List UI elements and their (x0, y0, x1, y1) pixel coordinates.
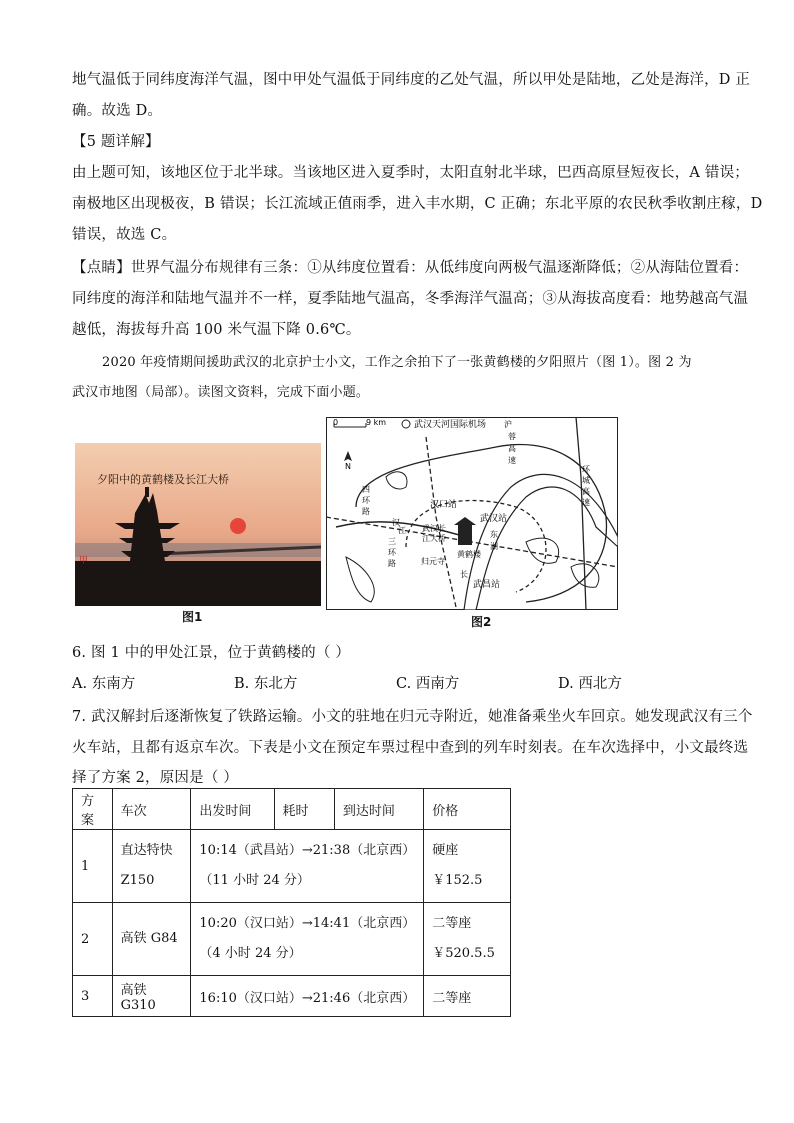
cell-seat: 硬座 (432, 843, 459, 858)
header-price: 价格 (424, 789, 511, 830)
q5-heading: 【5 题详解】 (72, 134, 160, 150)
cell-train: 高铁 G310 (112, 976, 191, 1017)
wuhan-map-illustration (326, 417, 618, 610)
cell-seat: 二等座 (432, 916, 472, 931)
label-east-lake-2: 湖 (490, 542, 498, 551)
airport-label: 武汉天河国际机场 (414, 420, 487, 430)
label-rong: 蓉 (508, 432, 516, 441)
label-ring-e3: 高 (582, 487, 590, 496)
figure1-caption: 图1 (182, 610, 203, 624)
intro-text-line: 武汉市地图（局部）。读图文资料，完成下面小题。 (72, 385, 370, 400)
answer-text-line: 确。故选 D。 (72, 103, 163, 119)
q7-text-line: 择了方案 2，原因是（ ） (72, 770, 239, 786)
header-duration: 耗时 (274, 789, 334, 830)
label-jiang: 江 (398, 526, 406, 535)
q7-text-line: 7. 武汉解封后逐渐恢复了铁路运输。小文的驻地在归元寺附近，她准备乘坐火车回京。她发现武汉有三个 (72, 709, 753, 725)
label-guiyuan: 归元寺 (421, 557, 445, 566)
tip-text-line: 越低，海拔每升高 100 米气温下降 0.6℃。 (72, 322, 361, 338)
figure1-marker: 甲 (79, 556, 89, 566)
cell-route: 10:14（武昌站）→21:38（北京西） (199, 843, 416, 858)
label-ring3-1: 三 (388, 537, 396, 546)
cell-schedule: 16:10（汉口站）→21:46（北京西） (191, 976, 424, 1017)
cell-train-number: Z150 (120, 873, 155, 888)
label-hankou-station: 汉口站 (430, 500, 458, 510)
label-ring3-2: 环 (388, 548, 396, 557)
cell-price (424, 830, 511, 903)
cell-seat: 二等座 (424, 976, 511, 1017)
q6-option-d[interactable]: D. 西北方 (558, 676, 622, 692)
tip-text-line: 【点睛】世界气温分布规律有三条：①从纬度位置看：从低纬度向两极气温逐渐降低；②从海陆位置看： (72, 260, 749, 276)
scale-length: 9 km (366, 418, 387, 427)
answer-text-line: 地气温低于同纬度海洋气温，图中甲处气温低于同纬度的乙处气温，所以甲处是陆地，乙处是海洋，D 正 (72, 72, 751, 88)
label-han: 汉 (392, 518, 400, 527)
label-ring4-3: 路 (362, 507, 370, 516)
label-bridge-1: 武汉长 (422, 524, 446, 533)
q7-text-line: 火车站，且都有返京车次。下表是小文在预定车票过程中查到的列车时刻表。在车次选择中，小文最终选 (72, 740, 749, 756)
header-train: 车次 (112, 789, 191, 830)
q6-option-c[interactable]: C. 西南方 (396, 676, 460, 692)
figure1-photo (75, 443, 321, 606)
cell-plan: 1 (73, 830, 113, 903)
figure1-title: 夕阳中的黄鹤楼及长江大桥 (97, 473, 229, 486)
q5-text-line: 南极地区出现极夜，B 错误；长江流域正值雨季，进入丰水期，C 正确；东北平原的农民秋季收割庄稼，D (72, 196, 763, 212)
label-ring-e1: 环 (582, 465, 590, 474)
sun-icon (230, 518, 246, 534)
label-chang: 长 (460, 570, 468, 579)
q6-option-a[interactable]: A. 东南方 (72, 676, 136, 692)
label-ring4-1: 四 (362, 485, 370, 494)
cell-plan: 3 (73, 976, 113, 1017)
cell-price-value: ￥520.5.5 (432, 946, 495, 961)
label-ring3-3: 路 (388, 559, 396, 568)
label-ring4-2: 环 (362, 496, 370, 505)
scale-zero: 0 (333, 418, 339, 427)
tip-text-line: 同纬度的海洋和陆地气温并不一样，夏季陆地气温高，冬季海洋气温高；③从海拔高度看：地势越高气温 (72, 291, 749, 307)
cell-plan: 2 (73, 903, 113, 976)
q6-option-b[interactable]: B. 东北方 (234, 676, 298, 692)
train-timetable (72, 788, 511, 1017)
header-departure: 出发时间 (191, 789, 274, 830)
table-header-row (73, 789, 511, 830)
q5-text-line: 由上题可知，该地区位于北半球。当该地区进入夏季时，太阳直射北半球，巴西高原昼短夜长，A 错误； (72, 165, 749, 181)
label-east-lake-1: 东 (490, 530, 498, 539)
cell-train-type: 直达特快 (120, 843, 173, 858)
label-yellow-crane: 黄鹤楼 (457, 550, 481, 559)
cell-train (112, 903, 191, 976)
label-su: 速 (508, 456, 516, 465)
sunset-photo-illustration (75, 443, 321, 606)
label-gao: 高 (508, 444, 516, 453)
cell-schedule (191, 903, 424, 976)
label-wuchang-station: 武昌站 (473, 580, 501, 590)
cell-route: 10:20（汉口站）→14:41（北京西） (199, 916, 416, 931)
label-hu: 沪 (504, 420, 512, 429)
cell-duration: （4 小时 24 分） (199, 946, 302, 961)
intro-text-line: 2020 年疫情期间援助武汉的北京护士小文，工作之余拍下了一张黄鹤楼的夕阳照片（图 1）。图 2 为 (102, 355, 692, 370)
header-plan: 方案 (73, 789, 113, 830)
label-bridge-2: 江大桥 (422, 534, 446, 543)
cell-price-value: ￥152.5 (432, 873, 483, 888)
cell-train (112, 830, 191, 903)
label-ring-e2: 城 (582, 476, 590, 485)
header-arrival: 到达时间 (334, 789, 423, 830)
north-label: N (345, 462, 351, 471)
table-row (73, 976, 511, 1017)
label-ring-e4: 速 (582, 498, 590, 507)
cell-price (424, 903, 511, 976)
table-row (73, 903, 511, 976)
figure2-caption: 图2 (471, 615, 492, 629)
q6-stem: 6. 图 1 中的甲处江景，位于黄鹤楼的（ ） (72, 645, 351, 661)
figure2-map (326, 417, 618, 610)
table-row (73, 830, 511, 903)
cell-schedule (191, 830, 424, 903)
q5-text-line: 错误，故选 C。 (72, 227, 177, 243)
cell-duration: （11 小时 24 分） (199, 873, 310, 888)
label-wuhan-station: 武汉站 (480, 514, 508, 524)
cell-train-type: 高铁 G84 (120, 931, 178, 946)
